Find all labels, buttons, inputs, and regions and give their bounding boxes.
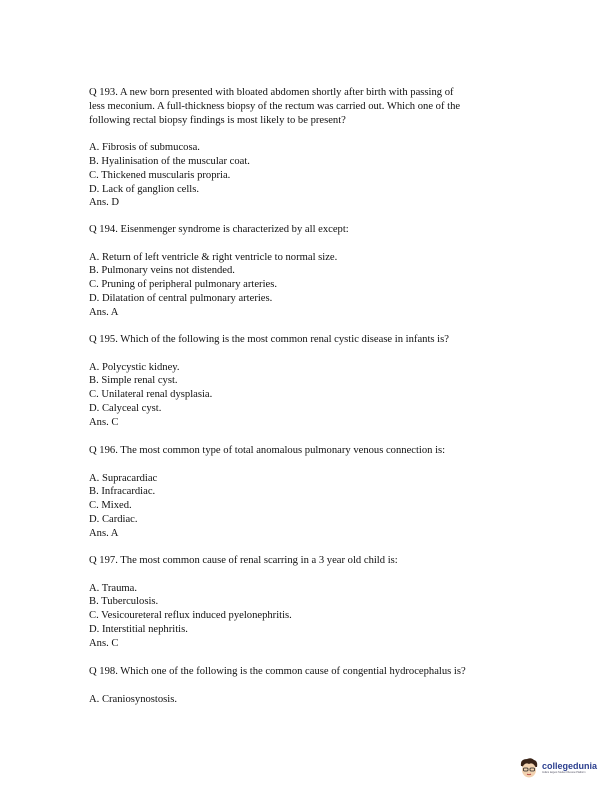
question-text: Q 195. Which of the following is the most common renal cystic disease in infants is? bbox=[89, 334, 449, 345]
answer-option: A. Craniosynostosis. bbox=[89, 693, 177, 705]
question-text: Q 193. A new born presented with bloated abdomen shortly after birth with passing of bbox=[89, 87, 454, 98]
answer-key: Ans. C bbox=[89, 416, 119, 428]
answer-option: A. Polycystic kidney. bbox=[89, 361, 180, 373]
answer-option: D. Lack of ganglion cells. bbox=[89, 183, 200, 195]
answer-option: B. Tuberculosis. bbox=[89, 596, 159, 608]
logo-tagline: India's largest Student Review Platform bbox=[542, 771, 586, 774]
answer-key: Ans. A bbox=[89, 306, 119, 318]
answer-option: A. Fibrosis of submucosa. bbox=[89, 142, 200, 154]
answer-key: Ans. D bbox=[89, 197, 120, 209]
answer-option: D. Cardiac. bbox=[89, 513, 138, 525]
answer-option: A. Supracardiac bbox=[89, 472, 158, 484]
answer-option: B. Simple renal cyst. bbox=[89, 375, 178, 387]
answer-option: B. Hyalinisation of the muscular coat. bbox=[89, 155, 250, 167]
answer-option: D. Calyceal cyst. bbox=[89, 402, 162, 414]
answer-option: A. Return of left ventricle & right ventricle to normal size. bbox=[89, 251, 338, 263]
question-block bbox=[89, 665, 529, 706]
answer-option: A. Trauma. bbox=[89, 582, 137, 594]
question-text: Q 196. The most common type of total anomalous pulmonary venous connection is: bbox=[89, 445, 446, 456]
logo-name: collegedunia bbox=[542, 761, 598, 771]
question-text: Q 197. The most common cause of renal scarring in a 3 year old child is: bbox=[89, 555, 398, 566]
mascot-icon bbox=[519, 757, 539, 779]
question-block bbox=[89, 333, 529, 430]
question-block bbox=[89, 223, 529, 320]
answer-option: B. Infracardiac. bbox=[89, 486, 156, 498]
question-block bbox=[89, 554, 529, 651]
answer-option: C. Vesicoureteral reflux induced pyelonephritis. bbox=[89, 610, 292, 622]
answer-option: D. Dilatation of central pulmonary arteries. bbox=[89, 292, 273, 304]
question-text: Q 194. Eisenmenger syndrome is characterized by all except: bbox=[89, 224, 349, 235]
answer-option: D. Interstitial nephritis. bbox=[89, 623, 188, 635]
answer-option: C. Unilateral renal dysplasia. bbox=[89, 389, 213, 401]
question-text: less meconium. A full-thickness biopsy of the rectum was carried out. Which one of the bbox=[89, 100, 461, 112]
answer-option: C. Mixed. bbox=[89, 500, 132, 512]
question-block bbox=[89, 86, 529, 210]
question-text: Q 198. Which one of the following is the common cause of congential hydrocephalus is? bbox=[89, 666, 466, 677]
question-text: following rectal biopsy findings is most likely to be present? bbox=[89, 114, 346, 126]
answer-option: C. Thickened muscularis propria. bbox=[89, 169, 231, 181]
answer-option: C. Pruning of peripheral pulmonary arteries. bbox=[89, 279, 277, 291]
answer-option: B. Pulmonary veins not distended. bbox=[89, 265, 235, 277]
collegedunia-logo bbox=[519, 757, 597, 779]
answer-key: Ans. C bbox=[89, 637, 119, 649]
question-block bbox=[89, 444, 529, 541]
answer-key: Ans. A bbox=[89, 527, 119, 539]
